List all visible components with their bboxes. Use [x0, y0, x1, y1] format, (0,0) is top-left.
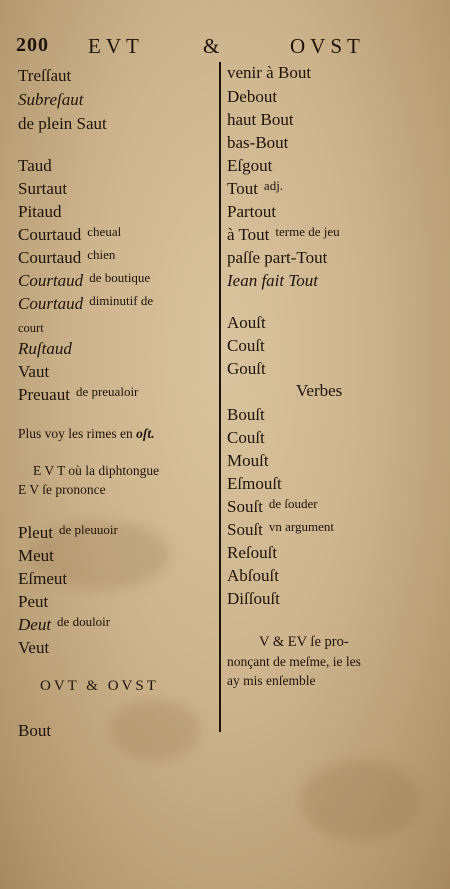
rhyme-entry	[227, 87, 277, 107]
rhyme-word: Meut	[18, 546, 54, 565]
page-header	[16, 34, 416, 64]
rhyme-gloss: de ſouder	[268, 496, 318, 511]
rhyme-entry	[227, 428, 265, 448]
rhyme-word: Peut	[18, 592, 49, 611]
page-number: 200	[16, 34, 49, 56]
rhyme-entry	[18, 318, 44, 338]
rhyme-word: Debout	[227, 87, 278, 106]
diphthong-note-line: E V T où la diphtongue	[33, 463, 160, 478]
rhyme-word: Partout	[227, 202, 277, 221]
rhyme-word: Eſmeut	[18, 569, 68, 588]
verbs-heading: Verbes	[296, 381, 343, 400]
header-left-title: EVT	[88, 34, 144, 58]
closing-note-line: ay mis enſemble	[227, 673, 316, 688]
rhyme-word: Couſt	[227, 336, 265, 355]
rhyme-word: Mouſt	[227, 451, 269, 470]
rhyme-entry	[227, 497, 318, 518]
rhyme-entry	[227, 225, 340, 246]
rhyme-word: Tout	[227, 179, 258, 198]
closing-note-line: V & EV ſe pro-	[259, 634, 349, 650]
rhyme-gloss: adj.	[263, 178, 284, 193]
rhyme-entry	[18, 385, 138, 406]
rhyme-word: Courtaud	[18, 248, 82, 267]
rhyme-word: haut Bout	[227, 110, 294, 129]
rhyme-gloss: de boutique	[89, 270, 151, 285]
rhyme-word: Aouſt	[227, 313, 266, 332]
rhyme-entry	[227, 405, 265, 425]
rhyme-word: Eſmouſt	[227, 474, 282, 493]
rhyme-entry	[227, 451, 269, 471]
rhyme-entry	[227, 202, 276, 222]
rhyme-entry	[227, 271, 318, 291]
rhyme-word: paſſe part-Tout	[227, 248, 328, 267]
rhyme-word: Eſgout	[227, 156, 273, 175]
rhyme-word: Bout	[18, 721, 52, 740]
rhyme-word: Couſt	[227, 428, 265, 447]
rhyme-entry	[227, 248, 327, 268]
diphthong-note-line: E V ſe prononce	[18, 482, 106, 497]
rhyme-entry	[227, 589, 280, 609]
rhyme-entry	[227, 133, 288, 153]
rhyme-word: Souſt	[227, 520, 263, 539]
rhyme-word: Iean fait Tout	[227, 271, 318, 290]
paper-stain	[300, 760, 420, 840]
rhyme-gloss: de preualoir	[75, 384, 139, 399]
rhyme-word: Deut	[18, 615, 52, 634]
rhyme-gloss: de douloir	[57, 614, 111, 629]
header-right-title: OVST	[290, 34, 365, 58]
rhyme-gloss: chien	[87, 247, 116, 262]
rhyme-word: Pitaud	[18, 202, 62, 221]
see-rhymes-note: Plus voy les rimes en oſt.	[18, 426, 155, 441]
rhyme-entry	[18, 523, 118, 544]
rhyme-word: Courtaud	[18, 294, 84, 313]
rhyme-word: Veut	[18, 638, 50, 657]
rhyme-entry	[227, 110, 294, 130]
rhyme-word: Ruſtaud	[18, 339, 72, 358]
rhyme-word: Taud	[18, 156, 52, 175]
section-subheading: OVT & OVST	[40, 678, 159, 694]
rhyme-word: Reſouſt	[227, 543, 278, 562]
rhyme-word: Vaut	[18, 362, 50, 381]
rhyme-gloss: de pleuuoir	[58, 522, 118, 537]
rhyme-gloss: vn argument	[268, 519, 335, 534]
rhyme-word: Preuaut	[18, 385, 70, 404]
rhyme-word: Abſouſt	[227, 566, 279, 585]
rhyme-entry	[227, 63, 311, 83]
header-ampersand: &	[203, 34, 220, 58]
rhyme-ending: oſt.	[136, 426, 155, 441]
rhyme-word: Pleut	[18, 523, 53, 542]
rhyme-entry	[18, 271, 150, 292]
rhyme-entry	[18, 179, 67, 199]
rhyme-word: Courtaud	[18, 271, 84, 290]
rhyme-word: Surtaut	[18, 179, 68, 198]
closing-note-line: nonçant de meſme, ie les	[227, 654, 361, 669]
rhyme-entry	[227, 566, 279, 586]
rhyme-entry	[227, 543, 277, 563]
rhyme-entry	[18, 156, 52, 176]
rhyme-word: Diſſouſt	[227, 589, 280, 608]
rhyme-gloss: diminutif de	[89, 293, 154, 308]
rhyme-word: venir à Bout	[227, 63, 312, 82]
rhyme-entry	[18, 546, 54, 566]
rhyme-word: court	[18, 321, 44, 335]
rhyme-entry	[18, 294, 153, 315]
rhyme-word: Subreſaut	[18, 90, 84, 109]
rhyme-entry	[18, 592, 48, 612]
rhyme-entry	[18, 339, 72, 359]
rhyme-gloss: cheual	[87, 224, 122, 239]
rhyme-entry	[227, 474, 282, 494]
rhyme-entry	[227, 156, 272, 176]
rhyme-entry	[18, 615, 110, 636]
column-divider	[219, 62, 221, 732]
rhyme-word: de plein Saut	[18, 114, 107, 133]
rhyme-entry	[18, 225, 121, 246]
rhyme-word: Souſt	[227, 497, 263, 516]
rhyme-entry	[18, 569, 67, 589]
rhyme-word: à Tout	[227, 225, 270, 244]
rhyme-word: bas-Bout	[227, 133, 289, 152]
rhyme-entry	[227, 520, 334, 541]
rhyme-word: Courtaud	[18, 225, 82, 244]
rhyme-entry	[18, 202, 61, 222]
rhyme-gloss: terme de jeu	[275, 224, 340, 239]
rhyme-entry	[18, 362, 49, 382]
rhyme-word: Bouſt	[227, 405, 265, 424]
rhyme-word: Gouſt	[227, 359, 266, 378]
rhyme-word: Treſſaut	[18, 66, 72, 85]
paper-stain	[110, 700, 200, 760]
rhyme-entry	[18, 638, 49, 658]
rhyme-entry	[227, 179, 283, 200]
rhyme-entry	[18, 248, 115, 269]
